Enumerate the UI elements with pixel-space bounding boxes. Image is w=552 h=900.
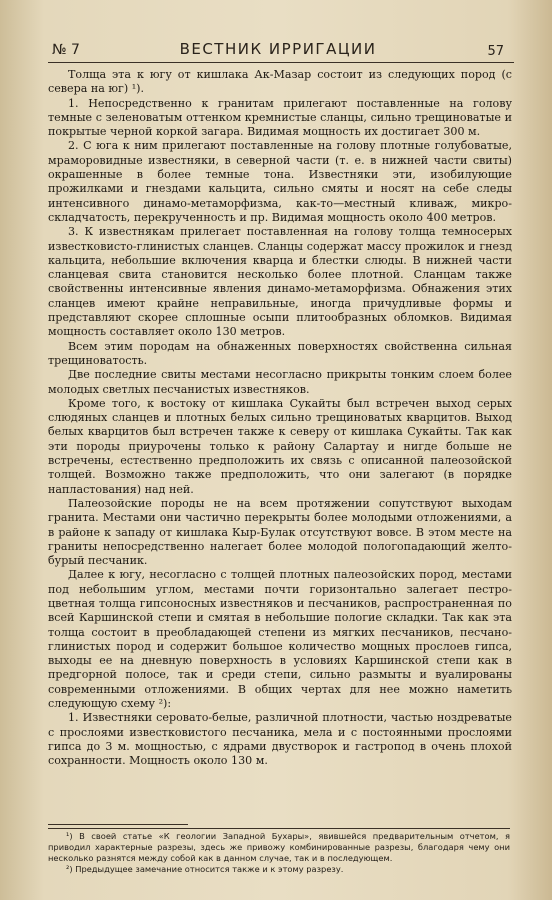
paragraph: Палеозойские породы не на всем протяжении сопутствуют выходам гранита. Местами они частично перекрыты более молодыми отложениями, а в районе к западу от кишлака Кыр-Булак отсутствуют вовсе. В этом месте на граниты непосредственно налегает более молодой пологопадающий желто-бурый песчаник. <box>48 496 512 568</box>
paragraph: Кроме того, к востоку от кишлака Сукайты был встречен выход серых слюдяных сланцев и плотных белых сильно трещиноватых кварцитов. Выход белых кварцитов был встречен также к северу от кишлака Сукайты. Так как эти породы приурочены только к району Салартау и нигде больше не встречены, естественно предположить их связь с описанной палеозойской толщей. Возможно также предположить, что они залегают (в порядке напластования) над ней. <box>48 396 512 496</box>
issue-number: № 7 <box>52 42 80 58</box>
main-text <box>48 68 512 769</box>
page-number: 57 <box>487 44 504 59</box>
paragraph: 1. Непосредственно к гранитам прилегают поставленные на голову темные с зеленоватым оттенком кремнистые сланцы, сильно трещиноватые и покрытые черной коркой загара. Видимая мощность их достигает 300 м. <box>48 96 512 139</box>
header-rule <box>48 62 514 63</box>
footnote-rule <box>48 824 188 825</box>
paragraph: Две последние свиты местами несогласно прикрыты тонким слоем более молодых светлых песчанистых известняков. <box>48 368 512 396</box>
paragraph: Всем этим породам на обнаженных поверхностях свойственна сильная трещиноватость. <box>48 339 512 367</box>
footnotes <box>48 828 510 875</box>
paragraph: 1. Известняки серовато-белые, различной плотности, частью ноздреватые с прослоями известковистого песчаника, мела и с постоянными прослоями гипса до 3 м. мощностью, с ядрами двустворок и гастропод в очень плохой сохранности. Мощность около 130 м. <box>48 711 512 768</box>
paragraph: Толща эта к югу от кишлака Ак-Мазар состоит из следующих пород (с севера на юг) ¹). <box>48 68 512 96</box>
journal-title: ВЕСТНИК ИРРИГАЦИИ <box>179 40 377 58</box>
paragraph: 2. С юга к ним прилегают поставленные на голову плотные голубоватые, мраморовидные известняки, в северной части (т. е. в нижней части свиты) окрашенные в более темные тона. Известняки эти, изобилующие прожилками и гнездами кальцита, сильно смяты и носят на себе следы интенсивного динамо-метаморфизма, как-то—местный кливаж, микро-складчатость, перекрученность и пр. Видимая мощность около 400 метров. <box>48 139 512 224</box>
paragraph: 3. К известнякам прилегает поставленная на голову толща темносерых известковисто-глинистых сланцев. Сланцы содержат массу прожилок и гнезд кальцита, небольшие включения кварца и блестки слюды. В нижней части сланцевая свита становится несколько более плотной. Сланцам также свойственны интенсивные явления динамо-метаморфизма. Обнажения этих сланцев имеют крайне неправильные, иногда причудливые формы и представляют скорее сплошные осыпи плитообразных обломков. Видимая мощность составляет около 130 метров. <box>48 225 512 339</box>
paragraph: Далее к югу, несогласно с толщей плотных палеозойских пород, местами под небольшим углом, местами почти горизонтально залегает пестро-цветная толща гипсоносных известняков и песчаников, распространенная по всей Каршинской степи и смятая в небольшие пологие складки. Так как эта толща состоит в преобладающей степени из мягких песчаников, песчано-глинистых пород и содержит большое количество мощных прослоев гипса, выходы ее на дневную поверхность в условиях Каршинской степи как в предгорной полосе, так и среди степи, сильно размыты и вуалированы современными отложениями. В общих чертах для нее можно наметить следующую схему ²): <box>48 568 512 711</box>
running-header <box>48 38 508 62</box>
footnote: ²) Предыдущее замечание относится также и к этому разрезу. <box>66 864 344 874</box>
footnote: ¹) В своей статье «К геологии Западной Бухары», явившейся предварительным отчетом, я приводил характерные разрезы, здесь же привожу комбинированные разрезы, благодаря чему они несколько разнятся между собой как в данном случае, так и в последующем. <box>48 831 510 863</box>
